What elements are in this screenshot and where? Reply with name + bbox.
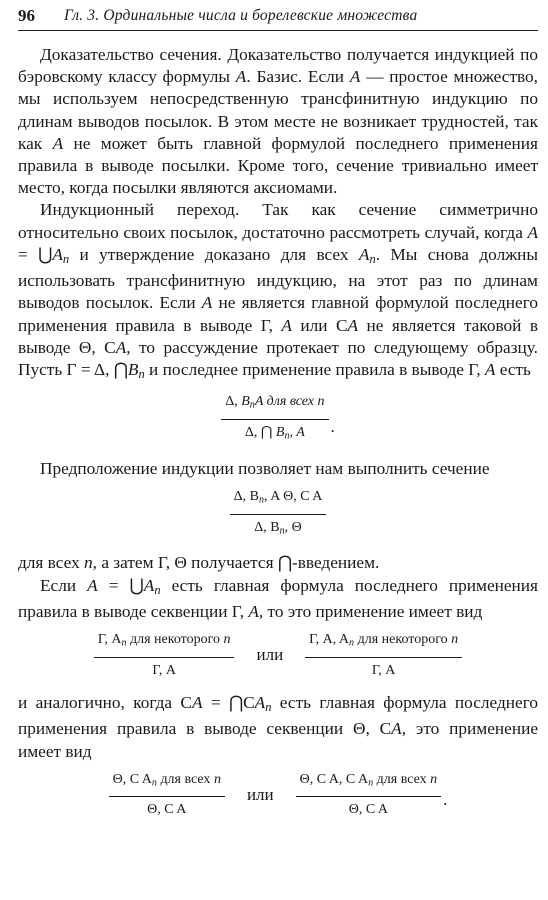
page-number: 96 bbox=[18, 6, 35, 25]
paragraph-hypothesis: Предположение индукции позволяет нам выполнить сечение bbox=[40, 458, 490, 478]
page-header bbox=[18, 6, 538, 31]
paragraph-union-case: Если $A = ⋃A_n$ есть главная формула последнего применения правила в выводе секвенции Γ, A, то это применение имеет вид bbox=[18, 575, 538, 621]
formula-1: $\frac{\Delta, B_nA для всех n}{\Delta, ⋂ B_n, A}$ . bbox=[18, 391, 538, 447]
paragraph-intersection-case: и аналогично, когда CA = $⋂CA_n$ есть главная формула последнего применения правила в выводе секвенции Θ, CA, это применение имеет вид bbox=[18, 692, 539, 761]
page-body bbox=[18, 44, 538, 832]
paragraph-induction-step: Индукционный переход. Так как сечение симметрично относительно своих посылок, достаточно рассмотреть случай, когда $A = ⋃A_n$ и утверждение доказано для всех $A_n$. Мы снова должны использовать трансфинитную индукцию, на этот раз по длинам выводов посылок. Если A не является главной формулой последнего применения правила в выводе Γ, A или CA не является таковой в выводе Θ, CA, то рассуждение протекает по следующему образцу. Пусть Γ = Δ, $⋂B_n$ и последнее применение правила в выводе Γ, A есть bbox=[18, 200, 539, 382]
paragraph-for-all-n: для всех n, а затем Γ, Θ получается ⋂-введением. bbox=[18, 553, 380, 573]
paragraph-proof-basis: Доказательство сечения. Доказательство получается индукцией по бэровскому классу формулы A. Базис. Если A — простое множество, мы используем непосредственную трансфинитную индукцию по длинам выводов посылок. В этом месте не возникает трудностей, так как A не может быть главной формулой последнего применения правила в выводе посылки. Кроме того, сечение тривиально имеет место, когда посылки являются аксиомами. bbox=[18, 45, 538, 198]
formula-2: $\frac{\Delta, B_n, A \Theta, C A}{\Delta, B_n, \Theta}$ bbox=[18, 486, 538, 542]
formula-5-6: $\frac{\Theta, C A_n для всех n}{\text{Θ, C A}}$ или $\frac{\Theta, C A, C A_n для всех n}{\text{Θ, C A}}$ . bbox=[18, 769, 538, 822]
formula-3-4: $\frac{\Gamma, A_n для некоторого n}{\Gamma, A}$ или $\frac{\Gamma, A, A_n для некоторого n}{\Gamma, A}$ bbox=[18, 629, 538, 682]
running-title: Гл. 3. Ординальные числа и борелевские множества bbox=[64, 7, 418, 24]
